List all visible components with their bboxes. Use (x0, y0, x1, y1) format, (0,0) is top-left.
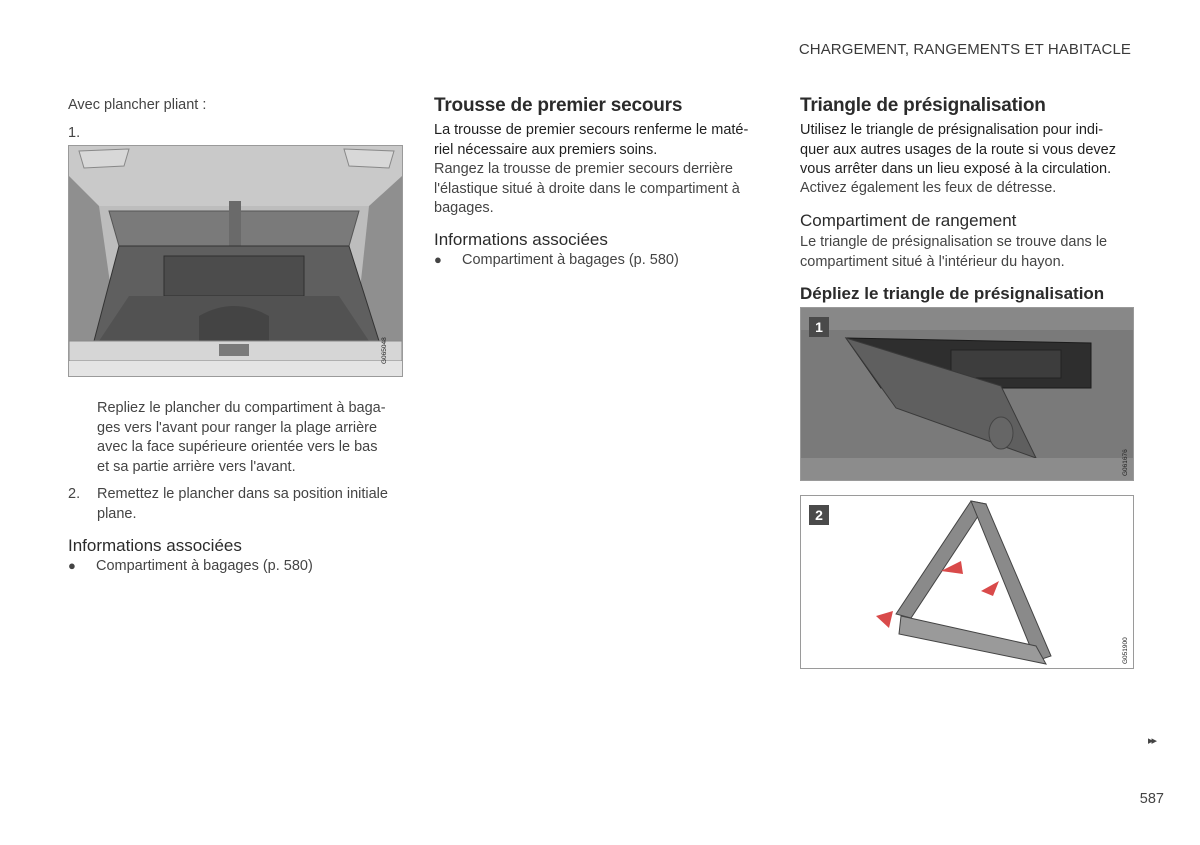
page-number: 587 (1139, 791, 1164, 807)
bullet-icon: ● (434, 252, 442, 267)
tailgate-drawing (801, 308, 1133, 480)
unfold-triangle-heading: Dépliez le triangle de présignalisation (800, 284, 1105, 303)
first-aid-para-2: Rangez la trousse de premier secours derrière l'élastique situé à droite dans le compartiment à bagages. (434, 161, 740, 216)
warning-triangle-heading: Triangle de présignalisation (800, 95, 1046, 116)
related-info-heading-2: Informations associées (434, 230, 608, 249)
warning-triangle-para-2: Activez également les feux de détresse. (800, 180, 1057, 196)
related-link-2[interactable]: Compartiment à bagages (p. 580) (462, 252, 679, 268)
trunk-drawing (69, 146, 402, 376)
figure-code-3: G051900 (1122, 637, 1129, 664)
step-2-text: Remettez le plancher dans sa position initiale plane. (97, 486, 388, 522)
figure-code-1: G065048 (381, 337, 388, 364)
warning-triangle-para-1: Utilisez le triangle de présignalisation pour indi- quer aux autres usages de la route si vous devez vous arrêter dans un lieu exposé à la circulation. (800, 122, 1116, 177)
step-number-1: 1. (68, 125, 81, 141)
step-number-2: 2. (68, 486, 81, 502)
next-page-arrow-icon[interactable]: ▸▸ (1148, 735, 1156, 747)
storage-compartment-text: Le triangle de présignalisation se trouve dans le compartiment situé à l'intérieur du hayon. (800, 234, 1108, 270)
tailgate-compartment-illustration (800, 307, 1134, 481)
first-aid-heading: Trousse de premier secours (434, 95, 683, 116)
figure-number-badge-1: 1 (809, 317, 829, 337)
trunk-floor-illustration (68, 145, 403, 377)
figure-code-2: G061676 (1122, 449, 1129, 476)
unfolded-triangle-illustration (800, 495, 1134, 669)
step-1-text: Repliez le plancher du compartiment à baga- ges vers l'avant pour ranger la plage arrière avec la face supérieure orientée vers le bas et sa partie arrière vers l'avant. (97, 400, 386, 475)
storage-compartment-heading: Compartiment de rangement (800, 211, 1017, 230)
triangle-drawing (801, 496, 1133, 668)
related-link-1[interactable]: Compartiment à bagages (p. 580) (96, 558, 313, 574)
figure-number-badge-2: 2 (809, 505, 829, 525)
first-aid-para-1: La trousse de premier secours renferme le maté- riel nécessaire aux premiers soins. (434, 122, 749, 158)
bullet-icon: ● (68, 558, 76, 573)
intro-text: Avec plancher pliant : (68, 97, 207, 113)
related-info-heading-1: Informations associées (68, 536, 242, 555)
section-header: CHARGEMENT, RANGEMENTS ET HABITACLE (798, 41, 1131, 58)
